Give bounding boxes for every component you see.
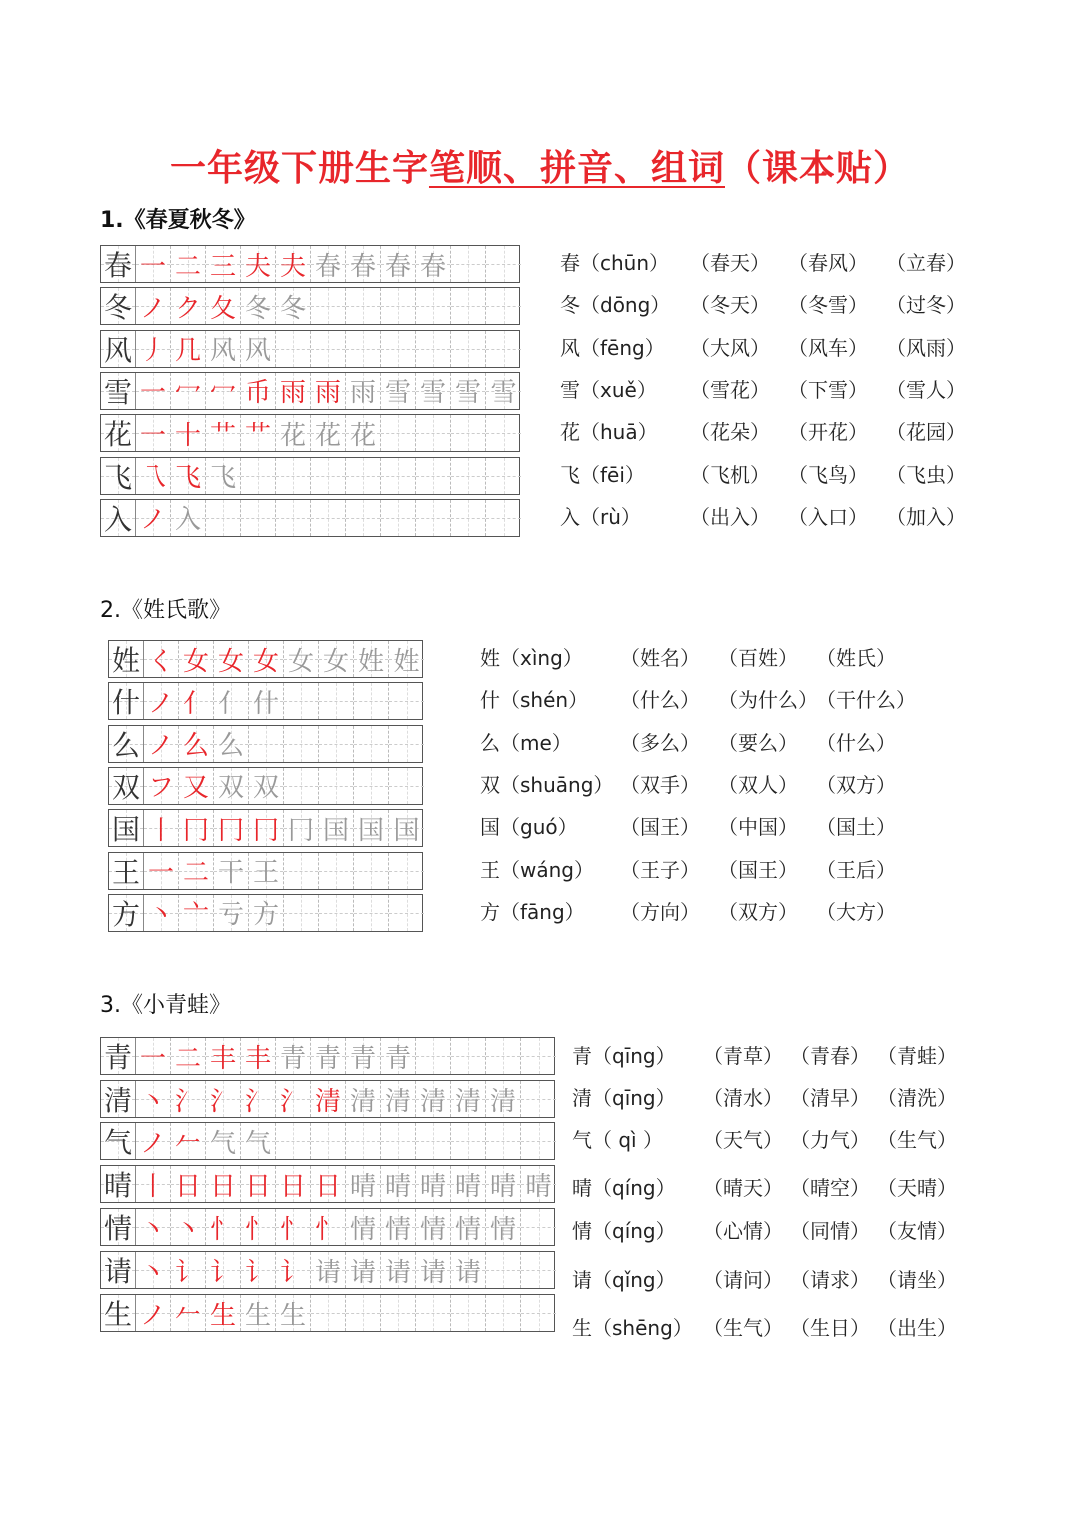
stroke-step: 情 [416,1209,451,1245]
stroke-step: 亏 [214,895,249,931]
word: （王子） [620,857,700,882]
word: （立春） [886,251,966,275]
word: （中国） [718,815,798,840]
stroke-step: 姓 [389,641,424,677]
word: （天气） [703,1128,783,1152]
stroke-step: 请 [416,1252,451,1288]
stroke-step: 日 [241,1166,276,1202]
stroke-step: 一 [136,415,171,451]
stroke-step: 晴 [451,1166,486,1202]
stroke-step: 日 [276,1166,311,1202]
stroke-step: 青 [311,1038,346,1074]
word: （加入） [886,504,966,529]
stroke-step: 讠 [171,1252,206,1288]
pinyin: 王（wáng） [480,857,594,882]
stroke-step: 春 [311,246,346,282]
stroke-step: 三 [206,246,241,282]
pinyin: 么（me） [480,730,572,755]
word: （双方） [718,899,798,924]
word: （下雪） [788,377,868,402]
main-character: 双 [109,768,144,804]
pinyin: 清（qīng） [572,1086,676,1110]
stroke-step: 𠂉 [171,1123,206,1159]
pinyin: 风（fēng） [560,335,665,360]
word: （国王） [620,815,700,840]
main-character: 国 [109,810,144,846]
stroke-step: 雨 [311,373,346,409]
stroke-step: 丶 [136,1252,171,1288]
word: （双手） [620,772,700,797]
stroke-step: 么 [179,726,214,762]
main-character: 方 [109,895,144,931]
stroke-step: 雪 [486,373,521,409]
word: （青草） [703,1044,783,1068]
stroke-step: 亻 [214,683,249,719]
word: （生气） [703,1316,783,1340]
word: （青春） [790,1044,870,1068]
word: （国王） [718,857,798,882]
stroke-step: 女 [249,641,284,677]
main-character: 晴 [101,1166,136,1202]
stroke-step: 请 [311,1252,346,1288]
word: （什么） [620,688,700,713]
pinyin: 花（huā） [560,420,658,445]
word: （请坐） [877,1268,957,1292]
stroke-step: 雪 [416,373,451,409]
stroke-step: 讠 [241,1252,276,1288]
main-character: 冬 [101,288,136,324]
stroke-step: 讠 [206,1252,241,1288]
stroke-step: 王 [249,853,284,889]
word: （为什么） [718,688,818,713]
stroke-order-grid [108,640,423,678]
word: （什么） [816,730,896,755]
stroke-step: 丶 [144,895,179,931]
main-character: 生 [101,1295,136,1331]
word: （心情） [703,1219,783,1243]
stroke-step: 冂 [214,810,249,846]
word: （开花） [788,420,868,445]
stroke-step: フ [144,768,179,804]
stroke-step: 花 [311,415,346,451]
stroke-step: 丿 [136,331,171,367]
word: （国土） [816,815,896,840]
stroke-step: 冬 [276,288,311,324]
stroke-step: 氵 [241,1081,276,1117]
word: （出入） [690,504,770,529]
stroke-step: 国 [389,810,424,846]
word: （姓氏） [816,646,896,670]
stroke-step: 忄 [241,1209,276,1245]
stroke-step: 女 [179,641,214,677]
main-character: 气 [101,1123,136,1159]
main-character: 飞 [101,458,136,494]
stroke-step: 冂 [284,810,319,846]
pinyin: 国（guó） [480,815,578,840]
stroke-step: 乁 [136,458,171,494]
pinyin: 生（shēng） [572,1316,693,1340]
stroke-step: 花 [276,415,311,451]
stroke-step: ノ [136,288,171,324]
word: （晴天） [703,1176,783,1200]
stroke-step: 丨 [136,1166,171,1202]
stroke-step: 生 [276,1295,311,1331]
stroke-step: 国 [319,810,354,846]
stroke-step: 夫 [276,246,311,282]
stroke-step: 请 [346,1252,381,1288]
pinyin: 雪（xuě） [560,377,657,402]
stroke-step: 十 [171,415,206,451]
stroke-step: 春 [381,246,416,282]
word: （入口） [788,504,868,529]
stroke-step: 晴 [416,1166,451,1202]
main-character: 什 [109,683,144,719]
stroke-step: ノ [136,500,171,536]
stroke-step: 忄 [276,1209,311,1245]
word: （大风） [690,335,770,360]
stroke-step: 春 [416,246,451,282]
pinyin: 情（qíng） [572,1219,676,1243]
section-heading: 3.《小青蛙》 [100,993,231,1018]
word: （要么） [718,730,798,755]
stroke-step: 清 [381,1081,416,1117]
main-character: 清 [101,1081,136,1117]
stroke-step: 青 [381,1038,416,1074]
stroke-step: 雨 [276,373,311,409]
stroke-step: 氵 [276,1081,311,1117]
stroke-step: 飞 [206,458,241,494]
word: （百姓） [718,646,798,670]
stroke-step: 夫 [241,246,276,282]
main-character: 么 [109,726,144,762]
stroke-step: 丶 [136,1209,171,1245]
stroke-step: 请 [381,1252,416,1288]
word: （请求） [790,1268,870,1292]
stroke-step: 女 [319,641,354,677]
main-character: 请 [101,1252,136,1288]
word: （双人） [718,772,798,797]
stroke-step: 二 [179,853,214,889]
stroke-step: 春 [346,246,381,282]
stroke-step: 𠂉 [171,1295,206,1331]
stroke-step: 亠 [179,895,214,931]
pinyin: 冬（dōng） [560,293,671,318]
stroke-step: 姓 [354,641,389,677]
stroke-step: 雪 [451,373,486,409]
main-character: 姓 [109,641,144,677]
stroke-step: 请 [451,1252,486,1288]
stroke-step: 日 [171,1166,206,1202]
word: （王后） [816,857,896,882]
word: （花朵） [690,420,770,445]
word: （清洗） [877,1086,957,1110]
word: （清水） [703,1086,783,1110]
word: （方向） [620,899,700,924]
word: （风雨） [886,335,966,360]
stroke-step: 生 [206,1295,241,1331]
word: （友情） [877,1219,957,1243]
stroke-step: 冬 [241,288,276,324]
stroke-step: 双 [249,768,284,804]
section-heading: 2.《姓氏歌》 [100,598,231,623]
main-character: 风 [101,331,136,367]
stroke-step: 又 [179,768,214,804]
stroke-step: ノ [136,1295,171,1331]
word: （青蛙） [877,1044,957,1068]
stroke-step: 清 [486,1081,521,1117]
stroke-step: 清 [346,1081,381,1117]
main-character: 雪 [101,373,136,409]
stroke-order-grid [108,809,423,847]
stroke-step: 国 [354,810,389,846]
stroke-step: 丨 [144,810,179,846]
pinyin: 青（qīng） [572,1044,676,1068]
stroke-step: 生 [241,1295,276,1331]
word: （飞机） [690,462,770,487]
stroke-step: 清 [416,1081,451,1117]
stroke-step: 一 [136,246,171,282]
word: （冬天） [690,293,770,318]
stroke-step: 雪 [381,373,416,409]
pinyin: 晴（qíng） [572,1176,676,1200]
stroke-step: 冖 [171,373,206,409]
stroke-step: 青 [346,1038,381,1074]
stroke-step: 什 [249,683,284,719]
stroke-step: 青 [276,1038,311,1074]
word: （请问） [703,1268,783,1292]
stroke-step: 雨 [346,373,381,409]
word: （冬雪） [788,293,868,318]
stroke-step: 丶 [171,1209,206,1245]
word: （飞虫） [886,462,966,487]
word: （生气） [877,1128,957,1152]
stroke-step: 双 [214,768,249,804]
stroke-step: 日 [311,1166,346,1202]
stroke-step: 一 [136,1038,171,1074]
pinyin: 姓（xìng） [480,646,583,670]
word: （大方） [816,899,896,924]
stroke-step: 冂 [249,810,284,846]
stroke-step: 女 [214,641,249,677]
word: （雪花） [690,377,770,402]
stroke-step: 气 [241,1123,276,1159]
stroke-step: 花 [346,415,381,451]
stroke-step: 情 [486,1209,521,1245]
stroke-step: 讠 [276,1252,311,1288]
stroke-step: 艹 [241,415,276,451]
stroke-step: 情 [346,1209,381,1245]
stroke-step: 飞 [171,458,206,494]
pinyin: 方（fāng） [480,899,585,924]
stroke-step: 忄 [311,1209,346,1245]
main-character: 情 [101,1209,136,1245]
stroke-step: 一 [144,853,179,889]
word: （春天） [690,251,770,275]
word: （风车） [788,335,868,360]
word: （姓名） [620,646,700,670]
word: （天晴） [877,1176,957,1200]
pinyin: 气（ qì ） [572,1128,663,1152]
main-character: 青 [101,1038,136,1074]
pinyin: 什（shén） [480,688,589,713]
word: （出生） [877,1316,957,1340]
pinyin: 请（qǐng） [572,1268,676,1292]
stroke-step: ノ [136,1123,171,1159]
stroke-step: 清 [451,1081,486,1117]
stroke-step: 么 [214,726,249,762]
word: （雪人） [886,377,966,402]
stroke-step: 氵 [206,1081,241,1117]
main-character: 花 [101,415,136,451]
stroke-step: 风 [241,331,276,367]
stroke-step: 丶 [136,1081,171,1117]
stroke-step: 冖 [206,373,241,409]
stroke-step: ノ [144,683,179,719]
stroke-step: 情 [381,1209,416,1245]
word: （花园） [886,420,966,445]
stroke-step: 一 [136,373,171,409]
stroke-step: 二 [171,246,206,282]
stroke-step: 方 [249,895,284,931]
pinyin: 双（shuāng） [480,772,614,797]
stroke-step: 晴 [381,1166,416,1202]
stroke-step: 几 [171,331,206,367]
word: （清早） [790,1086,870,1110]
stroke-step: 二 [171,1038,206,1074]
main-character: 入 [101,500,136,536]
pinyin: 春（chūn） [560,251,670,275]
stroke-step: 氵 [171,1081,206,1117]
word: （生日） [790,1316,870,1340]
stroke-step: 情 [451,1209,486,1245]
main-character: 春 [101,246,136,282]
word: （春风） [788,251,868,275]
word: （双方） [816,772,896,797]
stroke-step: 艹 [206,415,241,451]
word: （力气） [790,1128,870,1152]
stroke-step: 日 [206,1166,241,1202]
word: （飞鸟） [788,462,868,487]
pinyin: 入（rù） [560,504,641,529]
stroke-step: 晴 [521,1166,556,1202]
word: （同情） [790,1219,870,1243]
word: （过冬） [886,293,966,318]
stroke-step: 晴 [486,1166,521,1202]
stroke-step: 冂 [179,810,214,846]
stroke-step: 风 [206,331,241,367]
stroke-step: く [144,641,179,677]
stroke-step: 丰 [206,1038,241,1074]
stroke-step: 入 [171,500,206,536]
stroke-step: 清 [311,1081,346,1117]
main-character: 王 [109,853,144,889]
stroke-step: 干 [214,853,249,889]
stroke-step: 忄 [206,1209,241,1245]
stroke-step: 币 [241,373,276,409]
stroke-step: 女 [284,641,319,677]
stroke-step: ク [171,288,206,324]
section-heading: 1.《春夏秋冬》 [100,208,256,233]
pinyin: 飞（fēi） [560,462,645,487]
word: （多么） [620,730,700,755]
stroke-step: ノ [144,726,179,762]
page-title: 一年级下册生字笔顺、拼音、组词（课本贴） [169,148,911,189]
stroke-step: 晴 [346,1166,381,1202]
stroke-step: 夂 [206,288,241,324]
stroke-step: 丰 [241,1038,276,1074]
word: （干什么） [816,688,916,713]
word: （晴空） [790,1176,870,1200]
stroke-step: 亻 [179,683,214,719]
stroke-step: 气 [206,1123,241,1159]
